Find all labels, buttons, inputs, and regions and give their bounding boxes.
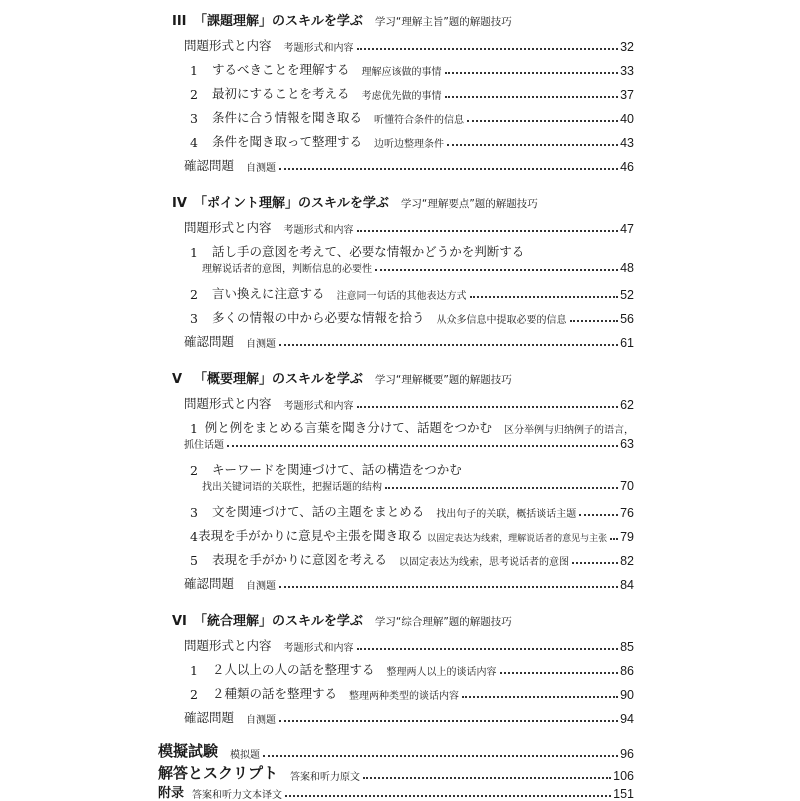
toc-entry[interactable] <box>172 218 634 236</box>
entry-index: 5 <box>190 553 198 568</box>
leader-dots <box>357 48 619 50</box>
entry-title: 文を関連づけて、話の主題をまとめる <box>212 504 425 519</box>
leader-dots <box>500 672 619 674</box>
entry-index: 4 <box>190 529 198 544</box>
page-number: 33 <box>620 64 634 78</box>
entry-title: 話し手の意図を考えて、必要な情報かどうかを判断する <box>212 244 525 259</box>
entry-subtitle: 理解说话者的意图，判断信息的必要性 <box>202 264 372 275</box>
page-number: 32 <box>620 40 634 54</box>
entry-title: するべきことを理解する <box>212 62 350 77</box>
page-number: 48 <box>620 261 634 275</box>
entry-subtitle: 自测题 <box>246 715 277 726</box>
leader-dots <box>279 344 618 346</box>
leader-dots <box>447 144 618 146</box>
page-number: 63 <box>620 437 634 451</box>
entry-subtitle: 找出句子的关联，概括谈话主题 <box>436 509 577 520</box>
entry-title: 問題形式と内容 <box>184 38 272 53</box>
entry-index: 3 <box>190 505 198 520</box>
leader-dots <box>462 696 618 698</box>
toc-entry[interactable] <box>172 108 634 126</box>
toc-entry[interactable] <box>172 394 634 412</box>
section-subtitle: 学习“理解主旨”题的解题技巧 <box>374 16 512 28</box>
section-subtitle: 学习“理解要点”题的解题技巧 <box>400 198 538 210</box>
entry-subtitle: 找出关键词语的关联性，把握话题的结构 <box>202 482 382 493</box>
entry-index: 3 <box>190 311 198 326</box>
entry-title: 最初にすることを考える <box>212 86 350 101</box>
entry-title: 確認問題 <box>184 710 235 725</box>
leader-dots <box>385 487 618 489</box>
toc-entry-mock-exam[interactable] <box>158 740 634 761</box>
entry-subtitle: 答案和听力文本译文 <box>192 790 283 801</box>
leader-dots <box>357 648 619 650</box>
entry-title: 言い換えに注意する <box>212 286 325 301</box>
page-number: 56 <box>620 312 634 326</box>
toc-entry-continuation[interactable] <box>172 260 634 275</box>
entry-subtitle: 以固定表达为线索，思考说话者的意图 <box>399 557 570 568</box>
entry-index: 3 <box>190 111 198 126</box>
entry-title: 問題形式と内容 <box>184 638 272 653</box>
entry-title: 確認問題 <box>184 334 235 349</box>
page-number: 84 <box>620 578 634 592</box>
entry-title: 条件を聞き取って整理する <box>212 134 363 149</box>
entry-subtitle: 自测题 <box>246 339 277 350</box>
toc-entry[interactable] <box>172 308 634 326</box>
page-number: 52 <box>620 288 634 302</box>
entry-subtitle: 整理两人以上的谈话内容 <box>386 667 497 678</box>
section-title: 「ポイント理解」のスキルを学ぶ <box>194 196 389 211</box>
leader-dots <box>279 720 618 722</box>
toc-entry[interactable] <box>172 84 634 102</box>
entry-subtitle: 自测题 <box>246 581 277 592</box>
entry-subtitle: 理解应该做的事情 <box>361 67 442 78</box>
leader-dots <box>445 72 619 74</box>
entry-subtitle: 抓住话题 <box>184 440 224 451</box>
page-number: 82 <box>620 554 634 568</box>
page-number: 86 <box>620 664 634 678</box>
toc-entry-continuation[interactable] <box>172 478 634 493</box>
entry-title: 模擬試験 <box>158 742 219 760</box>
entry-title: 問題形式と内容 <box>184 396 272 411</box>
section-numeral: VI <box>172 614 187 629</box>
section-title: 「統合理解」のスキルを学ぶ <box>194 614 363 629</box>
section-heading-iii[interactable] <box>172 10 634 29</box>
leader-dots <box>363 777 611 779</box>
toc-entry[interactable] <box>172 684 634 702</box>
section-heading-vi[interactable] <box>172 610 634 629</box>
page-number: 94 <box>620 712 634 726</box>
entry-index: 1 <box>190 63 198 78</box>
section-subtitle: 学习“理解概要”题的解题技巧 <box>374 374 512 386</box>
page-number: 46 <box>620 160 634 174</box>
entry-title: 確認問題 <box>184 158 235 173</box>
page-number: 47 <box>620 222 634 236</box>
page-number: 37 <box>620 88 634 102</box>
entry-index: 1 <box>190 421 198 436</box>
page-number: 62 <box>620 398 634 412</box>
entry-index: 2 <box>190 463 198 478</box>
leader-dots <box>445 96 619 98</box>
leader-dots <box>279 168 618 170</box>
page-number: 151 <box>613 787 634 801</box>
section-heading-iv[interactable] <box>172 192 634 211</box>
page-number: 40 <box>620 112 634 126</box>
entry-subtitle: 考题形式和内容 <box>283 225 354 236</box>
entry-subtitle: 考题形式和内容 <box>283 401 354 412</box>
entry-subtitle: 考虑优先做的事情 <box>361 91 442 102</box>
entry-index: 4 <box>190 135 198 150</box>
leader-dots <box>357 406 619 408</box>
leader-dots <box>357 230 619 232</box>
section-title: 「概要理解」のスキルを学ぶ <box>194 372 363 387</box>
page-number: 96 <box>620 747 634 761</box>
leader-dots <box>375 269 618 271</box>
entry-subtitle: 模拟题 <box>230 750 261 761</box>
toc-entry-answers[interactable] <box>158 762 634 783</box>
page-number: 43 <box>620 136 634 150</box>
entry-index: 1 <box>190 663 198 678</box>
section-heading-v[interactable] <box>172 368 634 387</box>
toc-entry[interactable] <box>172 660 634 678</box>
page-number: 85 <box>620 640 634 654</box>
leader-dots <box>470 296 619 298</box>
entry-title: 多くの情報の中から必要な情報を拾う <box>212 310 425 325</box>
entry-subtitle: 边听边整理条件 <box>374 139 445 150</box>
toc-entry[interactable] <box>172 284 634 302</box>
entry-subtitle: 答案和听力原文 <box>290 772 361 783</box>
leader-dots <box>610 538 618 540</box>
toc-entry[interactable] <box>172 460 634 478</box>
toc-entry[interactable] <box>172 332 634 350</box>
page-number: 90 <box>620 688 634 702</box>
toc-entry[interactable] <box>172 132 634 150</box>
toc-entry[interactable] <box>172 502 634 520</box>
entry-title: 解答とスクリプト <box>158 764 279 782</box>
section-title: 「課題理解」のスキルを学ぶ <box>194 14 363 29</box>
toc-entry[interactable] <box>172 526 634 544</box>
page-number: 76 <box>620 506 634 520</box>
leader-dots <box>570 320 619 322</box>
leader-dots <box>467 120 618 122</box>
page-number: 79 <box>620 530 634 544</box>
entry-subtitle: 区分举例与归纳例子的语言， <box>504 425 634 436</box>
entry-index: 1 <box>190 245 198 260</box>
page-number: 61 <box>620 336 634 350</box>
toc-entry-appendix[interactable] <box>158 782 634 801</box>
entry-subtitle: 从众多信息中提取必要的信息 <box>436 315 567 326</box>
entry-subtitle: 自测题 <box>246 163 277 174</box>
entry-title: 表現を手がかりに意図を考える <box>212 552 388 567</box>
toc-entry[interactable] <box>172 418 634 436</box>
entry-subtitle: 注意同一句话的其他表达方式 <box>336 291 467 302</box>
toc-entry[interactable] <box>172 574 634 592</box>
toc-entry[interactable] <box>172 242 634 260</box>
entry-title: 確認問題 <box>184 576 235 591</box>
entry-title: キーワードを関連づけて、話の構造をつかむ <box>212 462 462 477</box>
toc-entry[interactable] <box>172 36 634 54</box>
toc-entry[interactable] <box>172 60 634 78</box>
page-number: 106 <box>613 769 634 783</box>
entry-title: 表現を手がかりに意見や主張を聞き取る <box>198 528 424 543</box>
entry-title: ２種類の話を整理する <box>212 686 338 701</box>
entry-title: ２人以上の人の話を整理する <box>212 662 375 677</box>
toc-entry[interactable] <box>172 636 634 654</box>
entry-title: 条件に合う情報を聞き取る <box>212 110 363 125</box>
section-numeral: III <box>172 14 187 29</box>
entry-subtitle: 听懂符合条件的信息 <box>374 115 465 126</box>
toc-entry-continuation[interactable] <box>172 436 634 451</box>
leader-dots <box>285 795 611 797</box>
leader-dots <box>227 445 618 447</box>
toc-entry[interactable] <box>172 550 634 568</box>
entry-subtitle: 以固定表达为线索，理解说话者的意见与主张 <box>427 534 608 544</box>
entry-title: 問題形式と内容 <box>184 220 272 235</box>
entry-subtitle: 考题形式和内容 <box>283 43 354 54</box>
entry-subtitle: 考题形式和内容 <box>283 643 354 654</box>
entry-index: 2 <box>190 687 198 702</box>
toc-entry[interactable] <box>172 156 634 174</box>
entry-index: 2 <box>190 287 198 302</box>
section-subtitle: 学习“综合理解”题的解题技巧 <box>374 616 512 628</box>
entry-index: 2 <box>190 87 198 102</box>
leader-dots <box>579 514 618 516</box>
toc-entry[interactable] <box>172 708 634 726</box>
leader-dots <box>263 755 618 757</box>
section-numeral: IV <box>172 196 187 211</box>
section-numeral: V <box>172 372 183 387</box>
entry-title: 附录 <box>158 786 185 801</box>
leader-dots <box>279 586 618 588</box>
leader-dots <box>572 562 618 564</box>
entry-title: 例と例をまとめる言葉を聞き分けて、話題をつかむ <box>204 420 492 435</box>
entry-subtitle: 整理两种类型的谈话内容 <box>349 691 460 702</box>
page-number: 70 <box>620 479 634 493</box>
